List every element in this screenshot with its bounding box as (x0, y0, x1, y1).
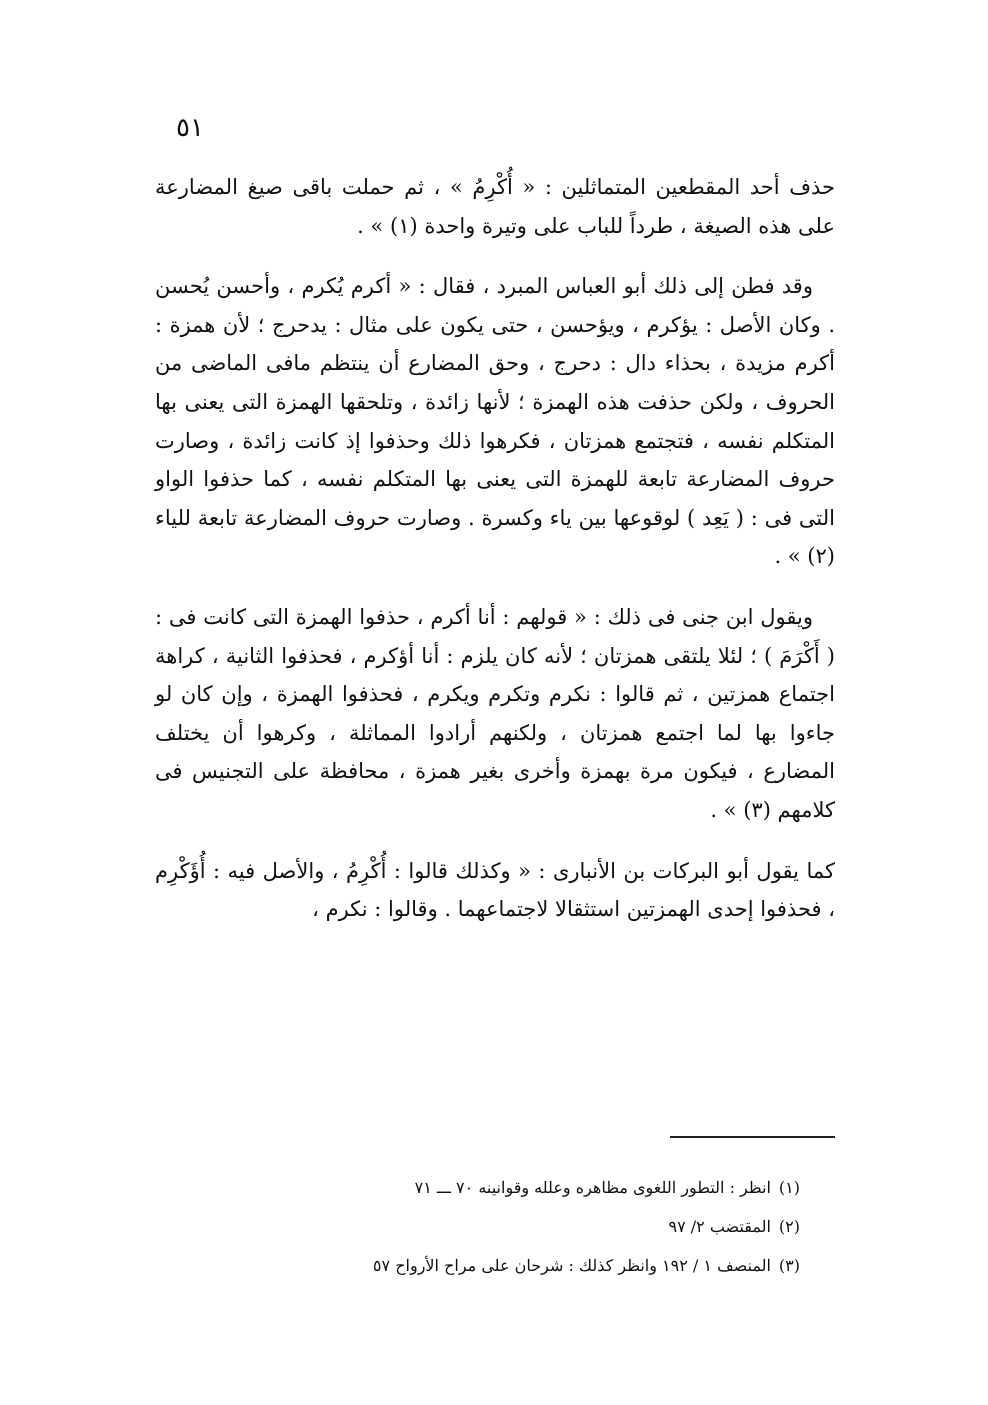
paragraph-2 (155, 267, 835, 576)
footnote-number: (٣) (778, 1256, 800, 1275)
footnote-1 (240, 1168, 800, 1207)
paragraph-1-text: حذف أحد المقطعين المتماثلين : « أُكْرِمُ » ، ثم حملت باقى صيغ المضارعة على هذه الصيغة ، طرداً للباب على وتيرة واحدة (١) » . (155, 175, 835, 238)
page-number: ٥١ (176, 113, 204, 143)
footnotes (240, 1168, 800, 1285)
paragraph-3 (155, 598, 835, 830)
footnote-text: انظر : التطور اللغوى مظاهره وعلله وقوانينه ٧٠ ـــ ٧١ (414, 1178, 771, 1197)
footnote-text: المقتضب ٢/ ٩٧ (668, 1217, 771, 1236)
footnote-number: (١) (778, 1178, 800, 1197)
footnote-2 (240, 1207, 800, 1246)
footnote-3 (240, 1246, 800, 1285)
paragraph-3-text: ويقول ابن جنى فى ذلك : « قولهم : أنا أكرم ، حذفوا الهمزة التى كانت فى : ( أَكْرَمَ ) ؛ لئلا يلتقى همزتان ؛ لأنه كان يلزم : أنا أؤكرم ، فحذفوا الثانية ، كراهة اجتماع همزتين ، ثم قالوا : نكرم وتكرم ويكرم ، فحذفوا الهمزة ، وإن كان لو جاءوا بها لما اجتمع همزتان ، ولكنهم أرادوا المماثلة ، وكرهوا أن يختلف المضارع ، فيكون مرة بهمزة وأخرى بغير همزة ، محافظة على التجنيس فى كلامهم (٣) » . (155, 604, 835, 822)
paragraph-1 (155, 168, 835, 245)
footnote-number: (٢) (778, 1217, 800, 1236)
paragraph-4-text: كما يقول أبو البركات بن الأنبارى : « وكذلك قالوا : أُكْرِمُ ، والأصل فيه : أُؤَكْرِم ، فحذفوا إحدى الهمزتين استثقالا لاجتماعهما . وقالوا : نكرم ، (155, 858, 835, 922)
footnote-text: المنصف ١ / ١٩٢ وانظر كذلك : شرحان على مراح الأرواح ٥٧ (372, 1256, 771, 1275)
paragraph-4 (155, 852, 835, 929)
paragraph-2-text: وقد فطن إلى ذلك أبو العباس المبرد ، فقال : « أكرم يُكرم ، وأحسن يُحسن . وكان الأصل : يؤكرم ، ويؤحسن ، حتى يكون على مثال : يدحرج ؛ لأن همزة : أكرم مزيدة ، بحذاء دال : دحرج ، وحق المضارع أن ينتظم مافى الماضى من الحروف ، ولكن حذفت هذه الهمزة ؛ لأنها زائدة ، وتلحقها الهمزة التى يعنى بها المتكلم نفسه ، فتجتمع همزتان ، فكرهوا ذلك وحذفوا إذ كانت زائدة ، وصارت حروف المضارعة تابعة للهمزة التى يعنى بها المتكلم نفسه ، كما حذفوا الواو التى فى : ( يَعِد ) لوقوعها بين ياء وكسرة . وصارت حروف المضارعة تابعة للياء (٢) » . (155, 274, 835, 569)
main-text (155, 168, 835, 951)
footnote-divider (670, 1136, 835, 1138)
